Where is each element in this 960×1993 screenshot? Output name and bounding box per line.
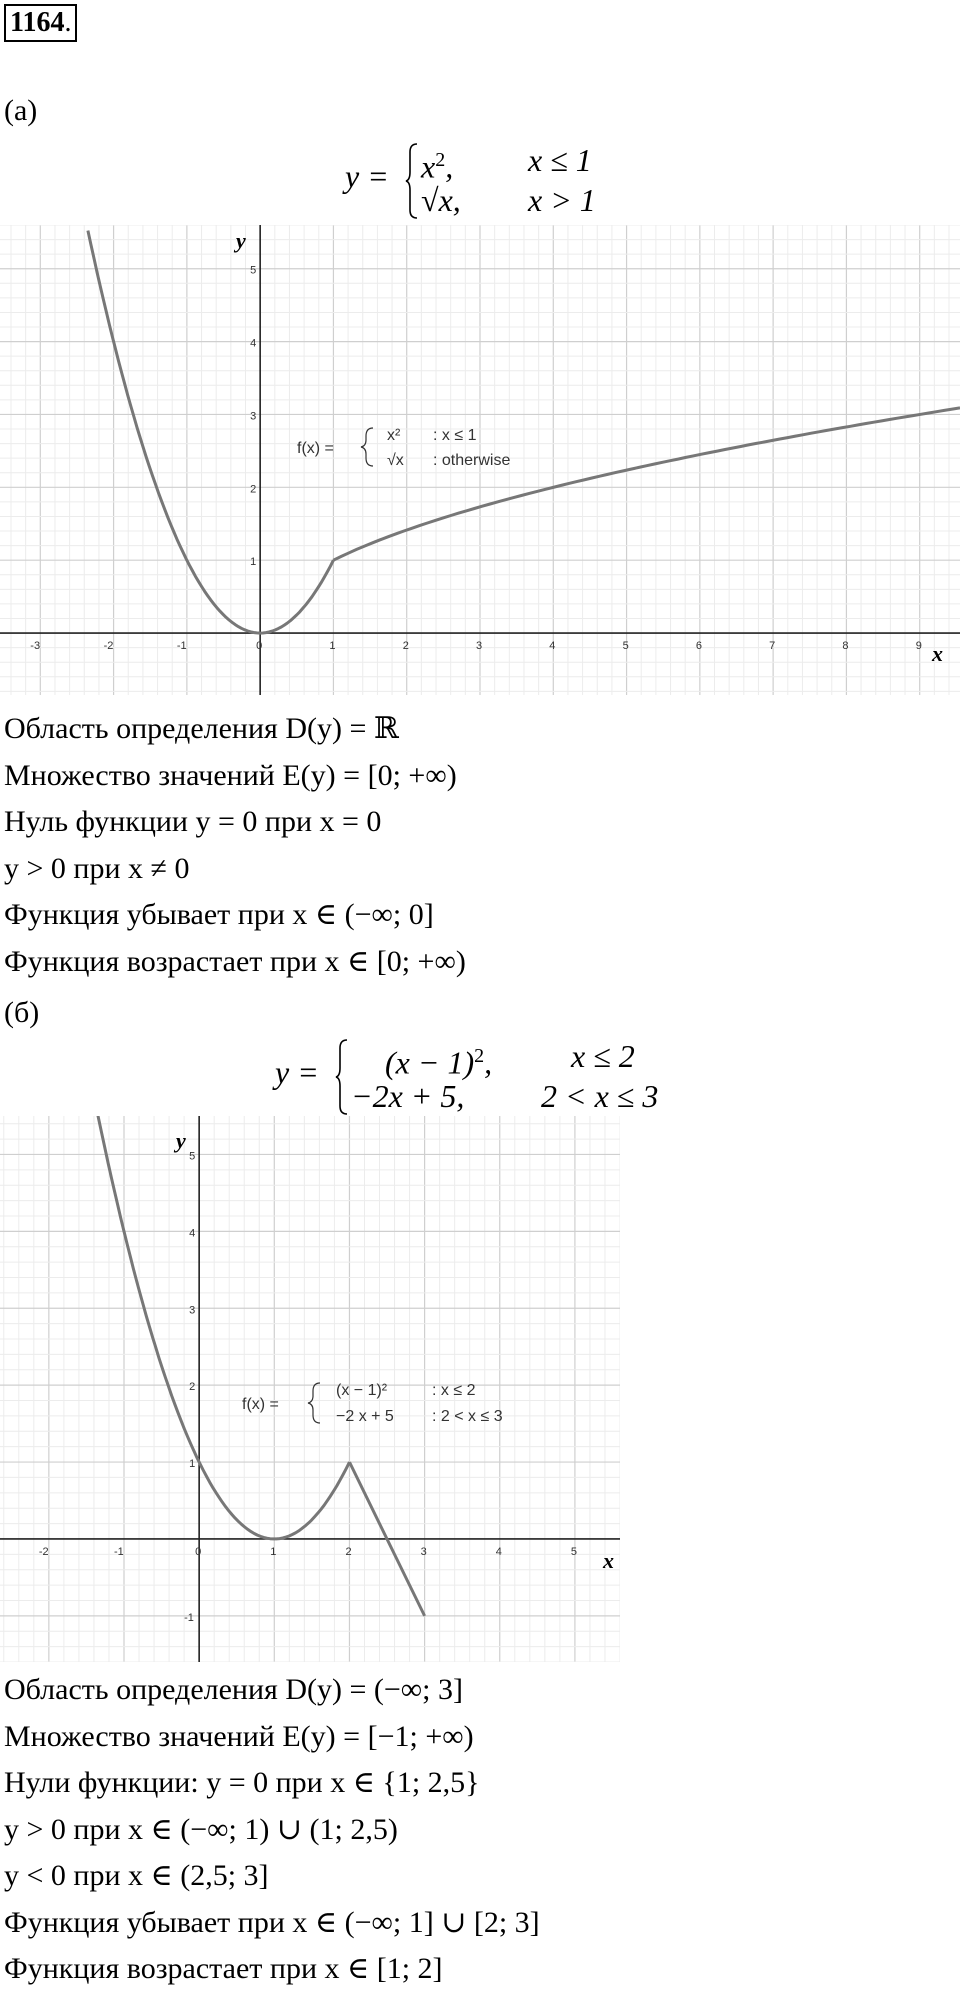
x-tick-label: 6: [695, 640, 702, 653]
property-positive: y > 0 при x ∈ (−∞; 1) ∪ (1; 2,5): [4, 1812, 398, 1846]
problem-number-dot: .: [64, 7, 72, 38]
formula-row2: −2x + 5,: [351, 1078, 465, 1114]
graph-b-axes: [0, 1116, 620, 1662]
svg-text:: 2 < x ≤ 3: : 2 < x ≤ 3: [432, 1408, 503, 1425]
svg-text:f(x) =: f(x) =: [297, 440, 334, 457]
x-tick-label: 4: [495, 1545, 502, 1558]
formula-row2-condition: x > 1: [528, 182, 596, 218]
graph-a-legend: [297, 427, 510, 469]
y-tick-label: 4: [250, 337, 257, 350]
graph-b-legend: [242, 1382, 503, 1425]
formula-row2-condition: 2 < x ≤ 3: [541, 1078, 659, 1114]
formula-lhs: y =: [345, 158, 389, 194]
x-tick-label: 0: [195, 1545, 202, 1558]
property-decreasing: Функция убывает при x ∈ (−∞; 0]: [4, 898, 434, 931]
y-tick-label: 4: [189, 1227, 196, 1240]
y-tick-label: 2: [250, 483, 257, 496]
x-tick-label: -3: [30, 640, 41, 653]
part-b-properties: [4, 1667, 540, 1993]
x-tick-label: -2: [38, 1545, 49, 1558]
graph-a: [0, 225, 960, 695]
formula-row1: $x^2$,: [421, 148, 454, 185]
series-line-1: [95, 1116, 349, 1539]
svg-text:: x ≤ 2: : x ≤ 2: [432, 1382, 476, 1399]
formula-row1: $(x - 1)^2$,: [385, 1044, 493, 1081]
x-tick-label: 4: [549, 640, 556, 653]
property-zero: Нуль функции y = 0 при x = 0: [4, 805, 382, 838]
property-decreasing: Функция убывает при x ∈ (−∞; 1] ∪ [2; 3]: [4, 1905, 540, 1939]
graph-b-ticks: [39, 1150, 577, 1623]
svg-text:: x ≤ 1: : x ≤ 1: [433, 427, 477, 444]
part-b-formula: [275, 1036, 695, 1116]
y-tick-label: 1: [189, 1458, 196, 1471]
y-tick-label: 3: [189, 1304, 196, 1317]
part-b-label: (б): [4, 996, 40, 1029]
x-tick-label: 7: [769, 640, 776, 653]
x-tick-label: 1: [329, 640, 336, 653]
x-tick-label: 3: [420, 1545, 427, 1558]
x-tick-label: 3: [476, 640, 483, 653]
property-increasing: Функция возрастает при x ∈ [1; 2]: [4, 1952, 443, 1985]
svg-text:−2 x + 5: −2 x + 5: [336, 1408, 394, 1425]
formula-lhs: y =: [275, 1054, 319, 1090]
graph-b-grid: [0, 1116, 620, 1662]
graph-a-x-axis-label: x: [932, 641, 943, 666]
x-tick-label: -1: [114, 1545, 124, 1558]
property-positive: y > 0 при x ≠ 0: [4, 851, 190, 885]
formula-brace-icon: [405, 142, 419, 220]
part-a-formula: [345, 140, 625, 220]
graph-b: [0, 1116, 620, 1662]
property-domain: Область определения D(y) = ℝ: [4, 712, 399, 745]
formula-row1-condition: x ≤ 2: [571, 1038, 635, 1074]
svg-text:f(x) =: f(x) =: [242, 1396, 279, 1413]
y-tick-label: 3: [250, 410, 257, 423]
x-tick-label: -2: [103, 640, 114, 653]
x-tick-label: 9: [915, 640, 922, 653]
svg-text:: otherwise: : otherwise: [433, 452, 511, 469]
property-increasing: Функция возрастает при x ∈ [0; +∞): [4, 944, 466, 978]
series-line-1: [88, 231, 334, 633]
part-a-label: (а): [4, 94, 38, 127]
x-tick-label: 2: [402, 640, 409, 653]
y-tick-label: -1: [184, 1611, 194, 1624]
x-tick-label: 2: [345, 1545, 352, 1558]
graph-b-x-axis-label: x: [603, 1548, 614, 1573]
property-range: Множество значений E(y) = [0; +∞): [4, 758, 457, 792]
x-tick-label: 5: [622, 640, 629, 653]
problem-number: [4, 4, 77, 42]
graph-b-curves: [95, 1116, 424, 1616]
property-domain: Область определения D(y) = (−∞; 3]: [4, 1673, 464, 1706]
problem-number-value: 1164: [10, 7, 65, 38]
x-tick-label: 5: [570, 1545, 578, 1558]
x-tick-label: -1: [176, 640, 187, 653]
series-line-2: [333, 408, 960, 560]
formula-brace-icon: [335, 1038, 349, 1116]
y-tick-label: 1: [250, 556, 257, 569]
formula-row1-condition: x ≤ 1: [528, 142, 592, 178]
part-a-properties: [4, 706, 466, 985]
property-negative: y < 0 при x ∈ (2,5; 3]: [4, 1859, 269, 1892]
graph-b-y-axis-label: y: [176, 1128, 186, 1153]
x-tick-label: 8: [842, 640, 849, 653]
property-range: Множество значений E(y) = [−1; +∞): [4, 1719, 474, 1753]
y-tick-label: 2: [189, 1381, 196, 1394]
svg-text:(x − 1)²: (x − 1)²: [336, 1382, 388, 1399]
property-zeros: Нули функции: y = 0 при x ∈ {1; 2,5}: [4, 1766, 480, 1799]
graph-a-y-axis-label: y: [236, 228, 246, 253]
y-tick-label: 5: [189, 1150, 196, 1163]
x-tick-label: 0: [256, 640, 263, 653]
svg-text:x²: x²: [387, 427, 401, 444]
x-tick-label: 1: [270, 1545, 277, 1558]
y-tick-label: 5: [250, 264, 257, 277]
svg-text:√x: √x: [387, 452, 404, 469]
formula-row2: √x,: [421, 182, 461, 218]
